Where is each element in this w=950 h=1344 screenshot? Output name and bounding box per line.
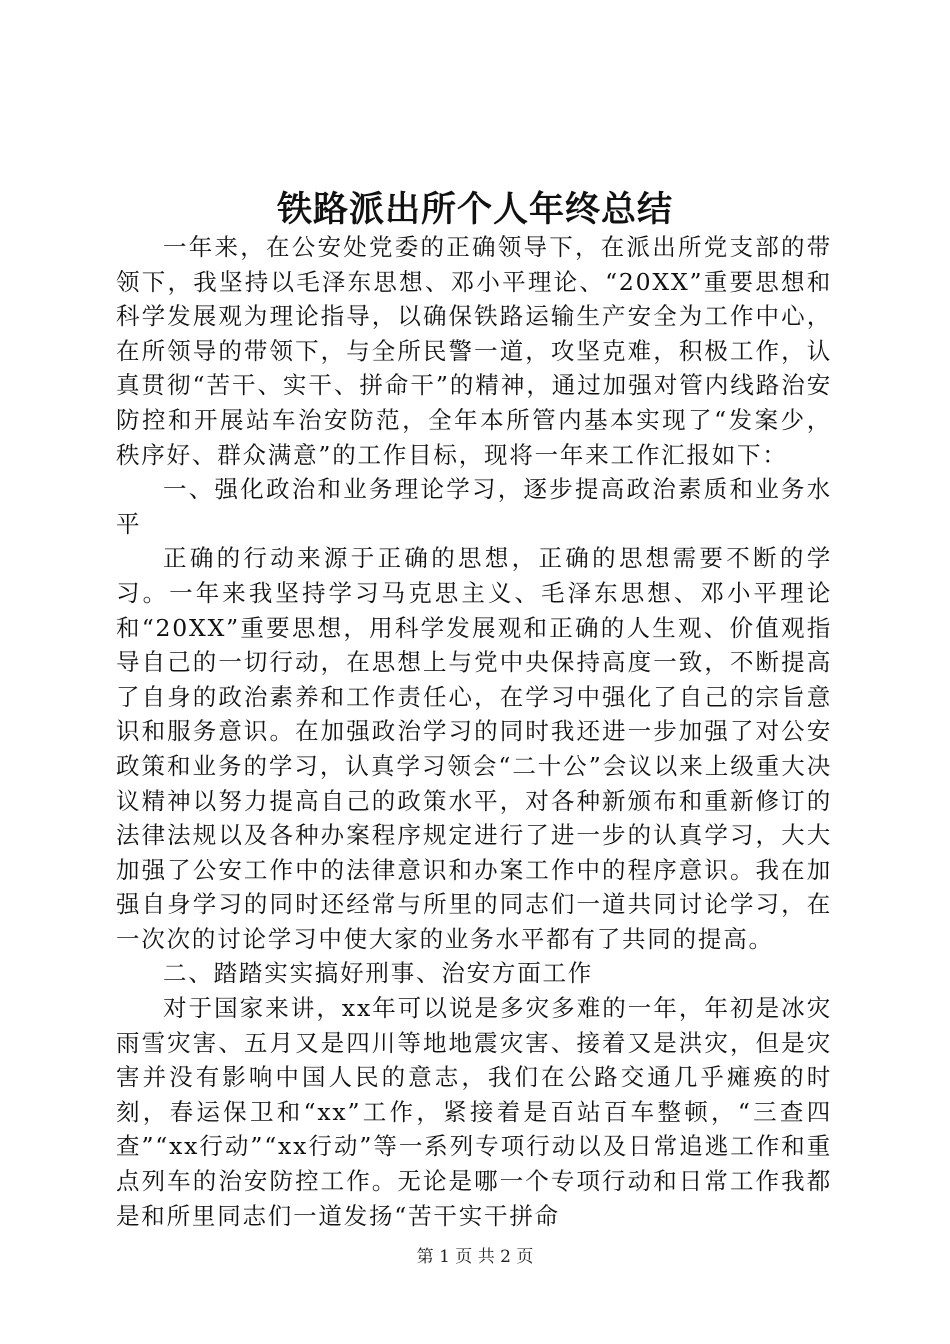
section-heading-1: 一、强化政治和业务理论学习，逐步提高政治素质和业务水平 — [116, 475, 832, 538]
page-footer: 第 1 页 共 2 页 — [416, 1247, 534, 1267]
section-2-paragraph: 对于国家来讲，xx年可以说是多灾多难的一年，年初是冰灾雨雪灾害、五月又是四川等地地震灾害、接着又是洪灾，但是灾害并没有影响中国人民的意志，我们在公路交通几乎瘫痪的时刻，春运保卫和“xx”工作，紧接着是百站百车整顿，“三查四查”“xx行动”“xx行动”等一系列专项行动以及日常追逃工作和重点列车的治安防控工作。无论是哪一个专项行动和日常工作我都是和所里同志们一道发扬“苦干实干拼命 — [116, 994, 832, 1230]
document-title: 铁路派出所个人年终总结 — [276, 189, 673, 230]
intro-paragraph: 一年来，在公安处党委的正确领导下，在派出所党支部的带领下，我坚持以毛泽东思想、邓小平理论、“20XX”重要思想和科学发展观为理论指导，以确保铁路运输生产安全为工作中心，在所领导的带领下，与全所民警一道，攻坚克难，积极工作，认真贯彻“苦干、实干、拼命干”的精神，通过加强对管内线路治安防控和开展站车治安防范，全年本所管内基本实现了“发案少，秩序好、群众满意”的工作目标，现将一年来工作汇报如下： — [116, 233, 832, 469]
section-heading-2: 二、踏踏实实搞好刑事、治安方面工作 — [163, 959, 594, 988]
document-body — [116, 230, 832, 1233]
section-1-paragraph: 正确的行动来源于正确的思想，正确的思想需要不断的学习。一年来我坚持学习马克思主义、毛泽东思想、邓小平理论和“20XX”重要思想，用科学发展观和正确的人生观、价值观指导自己的一切行动，在思想上与党中央保持高度一致，不断提高了自身的政治素养和工作责任心，在学习中强化了自己的宗旨意识和服务意识。在加强政治学习的同时我还进一步加强了对公安政策和业务的学习，认真学习领会“二十公”会议以来上级重大决议精神以努力提高自己的政策水平，对各种新颁布和重新修订的法律法规以及各种办案程序规定进行了进一步的认真学习，大大加强了公安工作中的法律意识和办案工作中的程序意识。我在加强自身学习的同时还经常与所里的同志们一道共同讨论学习，在一次次的讨论学习中使大家的业务水平都有了共同的提高。 — [116, 544, 832, 953]
